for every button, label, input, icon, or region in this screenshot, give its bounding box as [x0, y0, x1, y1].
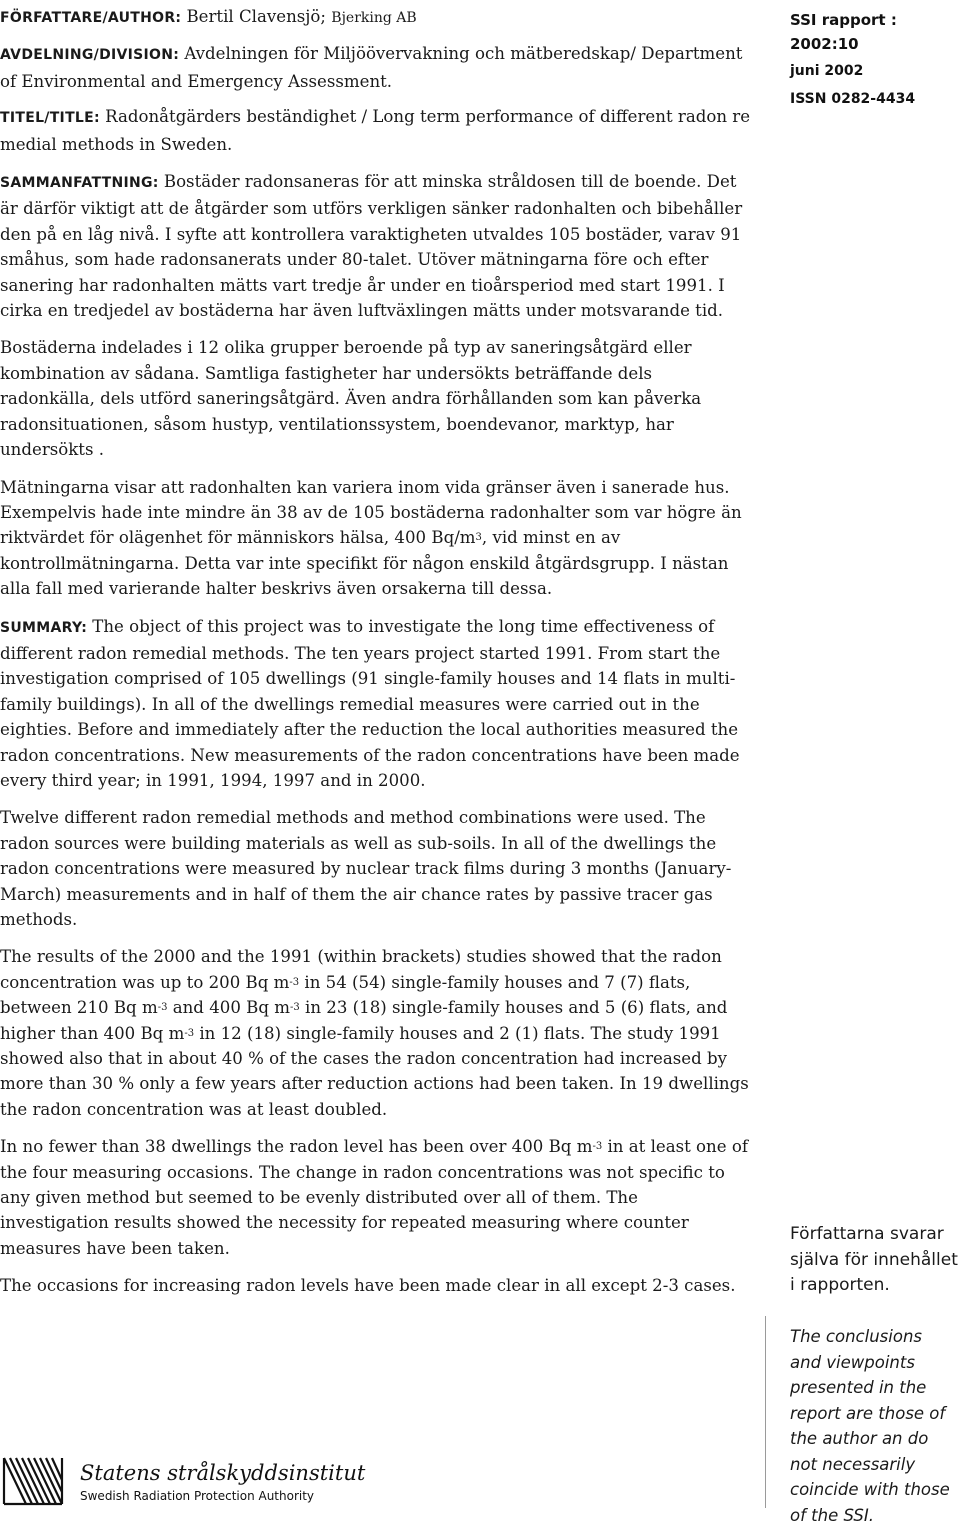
english-p3-b: in 54 (54) single-family houses and 7 (7) flats, between 210 Bq m — [0, 972, 691, 1018]
english-summary-p1: SUMMARY: The object of this project was to investigate the long time effectiveness of different radon remedial methods. The ten years project started 1991. From start the investigation comprised of 105 dwellings (91 single-family houses and 14 flats in multi-family buildings). In all of the dwellings remedial measures were carried out in the eighties. Before and immediately after the reduction the local authorities measured the radon concentrations. New measurements of the radon concentrations have been made every third year; in 1991, 1994, 1997 and in 2000. — [0, 616, 740, 790]
swedish-p3-b: , vid minst en av kontrollmätningarna. Detta var inte specifikt för någon enskild åtgärdsgrupp. I nästan alla fall med varierande halter beskrivs även orsakerna till dessa. — [0, 528, 729, 599]
author-label: FÖRFATTARE/AUTHOR — [0, 10, 176, 26]
report-info — [790, 8, 958, 112]
english-p3-e: in 12 (18) single-family houses and 2 (1) flats. The study 1991 showed also that in about 40 % of the cases the radon concentration had increased by more than 30 % only a few years after reduction actions had been taken. In 19 dwellings the radon concentration was at least doubled. — [0, 1023, 749, 1119]
english-summary-p2: Twelve different radon remedial methods and method combinations were used. The radon sources were building materials as well as sub-soils. In all of the dwellings the radon concentrations were measured by nuclear track films during 3 months (January-March) measurements and in half of them the air chance rates by passive tracer gas methods. — [0, 808, 732, 929]
exp-1: -3 — [289, 976, 300, 988]
title-text: Radonåtgärders beständighet / Long term performance of different radon re medial methods in Sweden. — [0, 107, 751, 154]
english-summary-p4 — [0, 1134, 752, 1261]
swedish-summary-p1: SAMMANFATTNING: Bostäder radonsaneras för att minska stråldosen till de boende. Det är därför viktigt att de åtgärder som utförs verkligen sänker radonhalten och bibehåller den på en låg nivå. I syfte att kontrollera varaktigheten utvaldes 105 bostäder, varav 91 småhus, som hade radonsanerats under 80-talet. Utöver mätningarna före och efter sanering har radonhalten mätts vart tredje år under en tioårsperiod med start 1991. I cirka en tredjedel av bostäderna har även luftväxlingen mätts under motsvarande tid. — [0, 172, 743, 321]
report-issn: ISSN 0282-4434 — [790, 91, 916, 107]
exp-3: -3 — [289, 1002, 300, 1014]
org-name-swedish: Statens strålskyddsinstitut — [80, 1461, 366, 1485]
sidebar-divider — [765, 1316, 766, 1508]
report-number: SSI rapport : 2002:10 — [790, 11, 897, 53]
english-p3-a: The results of the 2000 and the 1991 (within brackets) studies showed that the radon concentration was up to 200 Bq m — [0, 947, 722, 992]
exp-5: -3 — [592, 1141, 603, 1153]
english-p3-c: and 400 Bq m — [167, 998, 290, 1018]
division-text: Avdelningen för Miljöövervakning och mätberedskap/ Department of Environmental and Emergency Assessment. — [0, 44, 743, 91]
exp-4: -3 — [184, 1027, 195, 1039]
english-p4-b: in at least one of the four measuring occasions. The change in radon concentrations was not specific to any given method but seemed to be evenly distributed over all of them. The investigation results showed the necessity for repeated measuring where counter measures have been taken. — [0, 1137, 748, 1258]
swedish-summary-p3 — [0, 475, 752, 602]
division-line: AVDELNING/DIVISION: Avdelningen för Miljöövervakning och mätberedskap/ Department of Environmental and Emergency Assessment. — [0, 44, 743, 91]
org-name-english: Swedish Radiation Protection Authority — [80, 1489, 315, 1503]
author-name: Bertil Clavensjö; — [186, 7, 327, 26]
swedish-summary-label: SAMMANFATTNING — [0, 175, 153, 192]
author-line: FÖRFATTARE/AUTHOR: Bertil Clavensjö; Bjerking AB — [0, 7, 417, 26]
responsibility-note-en: The conclusions and viewpoints presented in the report are those of the author an do not necessarily coincide with those of the SSI. — [790, 1327, 950, 1525]
english-summary-p5: The occasions for increasing radon levels have been made clear in all except 2-3 cases. — [0, 1276, 736, 1296]
swedish-summary-p2: Bostäderna indelades i 12 olika grupper beroende på typ av saneringsåtgärd eller kombination av sådana. Samtliga fastigheter har undersökts beträffande dels radonkälla, dels utförd saneringsåtgärd. Även andra förhållanden som kan påverka radonsituationen, såsom hustyp, ventilationssystem, boendevanor, marktyp, har undersökts . — [0, 338, 702, 460]
title-line: TITEL/TITLE: Radonåtgärders beständighet / Long term performance of different radon re medial methods in Sweden. — [0, 107, 751, 154]
ssi-logo-icon — [2, 1450, 64, 1506]
english-summary-label: SUMMARY — [0, 619, 82, 636]
title-label: TITEL/TITLE — [0, 110, 94, 127]
author-org: Bjerking AB — [331, 10, 417, 26]
responsibility-note-sv: Författarna svarar själva för innehållet i rapporten. — [790, 1224, 958, 1295]
english-p4-a: In no fewer than 38 dwellings the radon level has been over 400 Bq m — [0, 1137, 593, 1157]
english-summary-p3 — [0, 944, 752, 1122]
swedish-p3-a: Mätningarna visar att radonhalten kan variera inom vida gränser även i sanerade hus. Exempelvis hade inte mindre än 38 av de 105 bostäderna radonhalter som var högre än riktvärdet för olägenhet för människors hälsa, 400 Bq/m — [0, 477, 742, 548]
exp-2: -3 — [157, 1002, 168, 1014]
swedish-p3-sup: 3 — [475, 532, 482, 544]
swedish-summary-p1-text: Bostäder radonsaneras för att minska stråldosen till de boende. Det är därför viktigt att de åtgärder som utförs verkligen sänker radonhalten och bibehåller den på en låg nivå. I syfte att kontrollera varaktigheten utvaldes 105 bostäder, varav 91 småhus, som hade radonsanerats under 80-talet. Utöver mätningarna före och efter sanering har radonhalten mätts vart tredje år under en tioårsperiod med start 1991. I cirka en tredjedel av bostäderna har även luftväxlingen mätts under motsvarande tid. — [0, 172, 743, 321]
report-date: juni 2002 — [790, 63, 864, 79]
division-label: AVDELNING/DIVISION — [0, 47, 174, 64]
english-p3-d: in 23 (18) single-family houses and 5 (6) flats, and higher than 400 Bq m — [0, 998, 728, 1043]
main-text-column — [0, 4, 752, 1311]
english-summary-p1-text: The object of this project was to investigate the long time effectiveness of different radon remedial methods. The ten years project started 1991. From start the investigation comprised of 105 dwellings (91 single-family houses and 14 flats in multi-family buildings). In all of the dwellings remedial measures were carried out in the eighties. Before and immediately after the reduction the local authorities measured the radon concentrations. New measurements of the radon concentrations have been made every third year; in 1991, 1994, 1997 and in 2000. — [0, 616, 740, 790]
